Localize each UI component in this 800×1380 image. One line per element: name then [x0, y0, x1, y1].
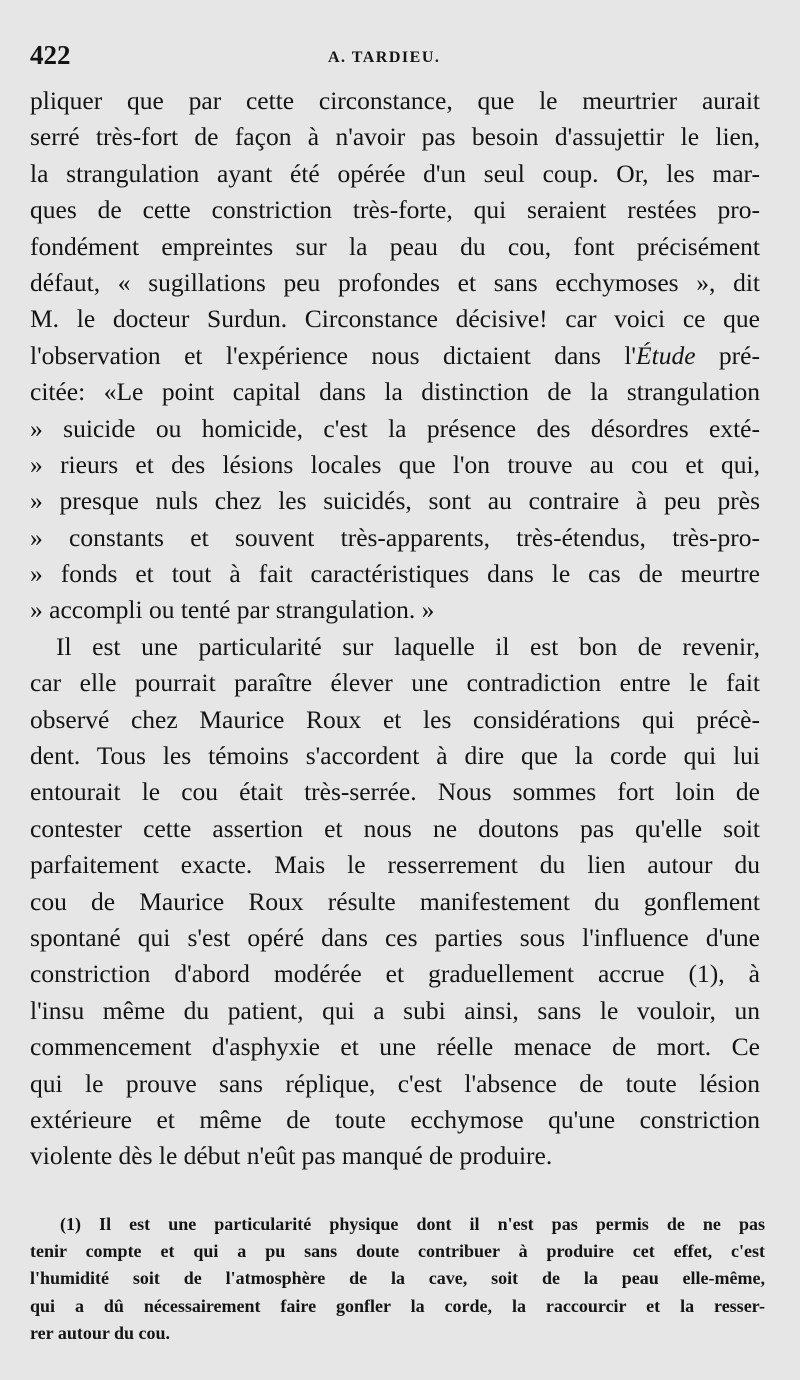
text-line: parfaitement exacte. Mais le resserrement du lien autour du	[30, 850, 760, 880]
text-line: fondément empreintes sur la peau du cou, font précisément	[30, 231, 760, 261]
footnote-line: l'humidité soit de l'atmosphère de la cave, soit de la peau elle-même,	[30, 1268, 765, 1289]
text-line: l'insu même du patient, qui a subi ainsi, sans le vouloir, un	[30, 995, 760, 1025]
footnote	[30, 1211, 765, 1347]
footnote-line: tenir compte et qui a pu sans doute contribuer à produire cet effet, c'est	[30, 1241, 765, 1262]
body-text	[30, 83, 760, 1175]
footnote-line: qui a dû nécessairement faire gonfler la corde, la raccourcir et la resser-	[30, 1295, 765, 1316]
running-head: A. TARDIEU.	[328, 49, 441, 66]
text-line: cou de Maurice Roux résulte manifestement du gonflement	[30, 886, 760, 916]
text-line: M. le docteur Surdun. Circonstance décisive! car voici ce que	[30, 304, 760, 334]
text-line: commencement d'asphyxie et une réelle menace de mort. Ce	[30, 1032, 760, 1062]
footnote-line: (1) Il est une particularité physique dont il n'est pas permis de ne pas	[60, 1214, 765, 1234]
text-line: » rieurs et des lésions locales que l'on trouve au cou et qui,	[30, 449, 760, 479]
text-line: » constants et souvent très-apparents, très-étendus, très-pro-	[30, 522, 760, 552]
page-number: 422	[30, 40, 71, 70]
text-line: ques de cette constriction très-forte, qui seraient restées pro-	[30, 195, 760, 225]
text-line: entourait le cou était très-serrée. Nous sommes fort loin de	[30, 777, 760, 807]
paragraph-start-line: Il est une particularité sur laquelle il est bon de revenir,	[56, 631, 760, 661]
text-line: » suicide ou homicide, c'est la présence des désordres exté-	[30, 413, 760, 443]
text-line: défaut, « sugillations peu profondes et sans ecchymoses », dit	[30, 267, 760, 297]
text-line: violente dès le début n'eût pas manqué de produire.	[30, 1141, 553, 1171]
page-header	[30, 40, 750, 80]
text-line: la strangulation ayant été opérée d'un seul coup. Or, les mar-	[30, 158, 760, 188]
text-line: » presque nuls chez les suicidés, sont au contraire à peu près	[30, 486, 760, 516]
text-line: spontané qui s'est opéré dans ces parties sous l'influence d'une	[30, 922, 760, 952]
text-line: contester cette assertion et nous ne doutons pas qu'elle soit	[30, 813, 760, 843]
text-line: dent. Tous les témoins s'accordent à dire que la corde qui lui	[30, 741, 760, 771]
text-line: » accompli ou tenté par strangulation. »	[30, 595, 435, 625]
text-line: constriction d'abord modérée et graduellement accrue (1), à	[30, 959, 760, 989]
italic-title: Étude	[636, 340, 696, 370]
text-line: qui le prouve sans réplique, c'est l'absence de toute lésion	[30, 1068, 760, 1098]
footnote-line: rer autour du cou.	[30, 1322, 171, 1343]
text-line: pliquer que par cette circonstance, que le meurtrier aurait	[30, 86, 760, 115]
text-line: serré très-fort de façon à n'avoir pas besoin d'assujettir le lien,	[30, 122, 760, 152]
text-line: citée: «Le point capital dans la distinction de la strangulation	[30, 377, 760, 407]
text-line: car elle pourrait paraître élever une contradiction entre le fait	[30, 668, 760, 698]
text-line: observé chez Maurice Roux et les considérations qui précè-	[30, 704, 760, 734]
text-line: l'observation et l'expérience nous dictaient dans l'Étude pré-	[30, 340, 760, 370]
text-line: extérieure et même de toute ecchymose qu'une constriction	[30, 1104, 760, 1134]
text-line: » fonds et tout à fait caractéristiques dans le cas de meurtre	[30, 559, 760, 589]
